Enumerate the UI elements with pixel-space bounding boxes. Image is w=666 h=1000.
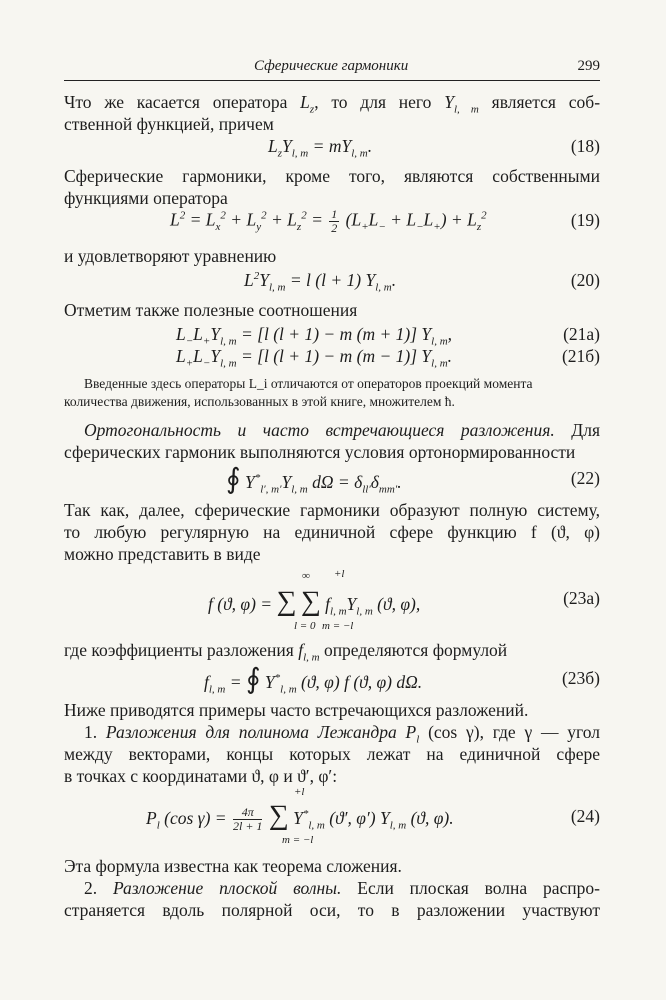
paragraph-line: где коэффициенты разложения $f_{l, m}$ определяются формулой xyxy=(64,640,508,664)
paragraph-line: Что же касается оператора $L_z$, то для него $Y_{l, m}$ является соб- xyxy=(64,92,601,116)
sum-lower-limit: l = 0 xyxy=(294,620,316,632)
footnote-line: количества движения, использованных в этой книге, множителем ħ. xyxy=(64,394,455,409)
section-heading: Разложение плоской волны. xyxy=(112,878,342,898)
section-heading: Ортогональность и часто встречающиеся разложения. xyxy=(84,420,555,440)
equation-number: (20) xyxy=(570,270,600,290)
equation-number: (21б) xyxy=(561,346,600,366)
equation-number: (24) xyxy=(570,806,600,826)
sum-lower-limit: m = −l xyxy=(322,620,354,632)
sum-upper-limit: +l xyxy=(294,786,305,798)
paragraph-line: Сферические гармоники, кроме того, являются собственными xyxy=(64,166,600,186)
header-title: Сферические гармоники xyxy=(254,58,409,74)
equation-number: (19) xyxy=(570,210,600,230)
equation-19: $L^2 = L_x^2 + L_y^2 + L_z^2$ = $\frac{1}{2}$ $(L_+L_- + L_-L_+) + L_z^2$ xyxy=(170,207,487,235)
equation-23a: f (ϑ, φ) = ∑ ∑ $f_{l, m}Y_{l, m}$ (ϑ, φ), xyxy=(208,586,421,618)
paragraph-line: между векторами, концы которых лежат на единичной сфере xyxy=(64,744,600,764)
equation-23b: $f_{l, m}$ = ∮ $Y^*_{l, m}$ (ϑ, φ) f (ϑ, φ) dΩ. xyxy=(204,664,423,696)
paragraph-line: Так как, далее, сферические гармоники образуют полную систему, xyxy=(64,500,600,520)
equation-number: (23а) xyxy=(563,588,600,608)
sum-upper-limit: +l xyxy=(334,568,345,580)
paragraph-line xyxy=(84,878,600,899)
footnote-line: Введенные здесь операторы L_i отличаются от операторов проекций момента xyxy=(84,376,533,391)
equation-24: $P_l$ (cos γ) = $\frac{4\pi}{2l + 1}$ ∑ $Y^*_{l, m}$ (ϑ′, φ′) $Y_{l, m}$ (ϑ, φ). xyxy=(146,800,454,834)
paragraph-line xyxy=(84,420,600,441)
equation-21a: $L_-L_+Y_{l, m} = [l$ (l + 1) − m (m + 1)] $Y_{l, m}$, xyxy=(176,324,453,348)
page-number: 299 xyxy=(577,58,600,74)
equation-22: ∮ $Y^*_{l', m'}Y_{l, m}$ $d\Omega = \delta_{ll'}\delta_{mm'}$. xyxy=(226,464,402,496)
paragraph-text: Для xyxy=(554,420,600,440)
equation-number: (18) xyxy=(570,136,600,156)
paragraph-line: и удовлетворяют уравнению xyxy=(64,246,277,266)
equation-number: (23б) xyxy=(561,668,600,688)
sum-upper-limit: ∞ xyxy=(302,570,310,582)
equation-18: $L_zY_{l, m} = mY_{l, m}$. xyxy=(268,136,373,160)
paragraph-line: Отметим также полезные соотношения xyxy=(64,300,358,320)
paragraph-line: 1. Разложения для полинома Лежандра $P_l$ (cos γ), где γ — угол xyxy=(84,722,601,746)
paragraph-line: Ниже приводятся примеры часто встречающихся разложений. xyxy=(64,700,529,720)
running-header xyxy=(64,58,600,81)
paragraph-line: страняется вдоль полярной оси, то в разложении участвуют xyxy=(64,900,600,920)
paragraph-text: Если плоская волна распро- xyxy=(341,878,600,898)
paragraph-line: сферических гармоник выполняются условия ортонормированности xyxy=(64,442,576,462)
list-number: 2. xyxy=(84,878,113,898)
paragraph-line: ственной функцией, причем xyxy=(64,114,274,134)
equation-21b: $L_+L_-Y_{l, m} = [l$ (l + 1) − m (m − 1)] $Y_{l, m}$. xyxy=(176,346,453,370)
paragraph-line: в точках с координатами ϑ, φ и ϑ′, φ′: xyxy=(64,766,338,786)
equation-number: (22) xyxy=(570,468,600,488)
equation-20: $L^2Y_{l, m} = l$ (l + 1) $Y_{l, m}$. xyxy=(244,270,397,294)
equation-number: (21а) xyxy=(563,324,600,344)
paragraph-line: то любую регулярную на единичной сфере функцию f (ϑ, φ) xyxy=(64,522,600,542)
sum-lower-limit: m = −l xyxy=(282,834,314,846)
paragraph-line: функциями оператора xyxy=(64,188,228,208)
paragraph-line: можно представить в виде xyxy=(64,544,261,564)
paragraph-line: Эта формула известна как теорема сложения. xyxy=(64,856,402,876)
